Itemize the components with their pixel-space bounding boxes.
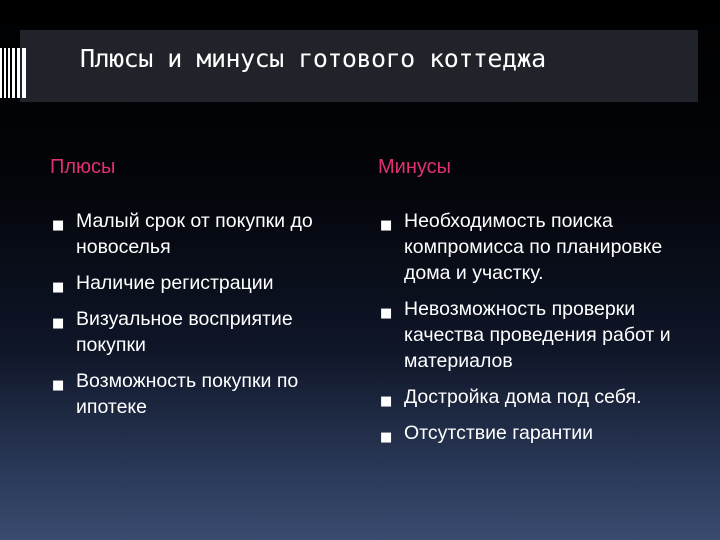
list-item-text: Невозможность проверки качества проведения работ и материалов — [404, 298, 671, 372]
pros-heading: Плюсы — [50, 156, 116, 178]
square-bullet-icon: ■ — [380, 430, 393, 445]
list-item — [50, 208, 350, 260]
pros-column — [50, 156, 350, 430]
list-item — [50, 368, 350, 420]
cons-heading: Минусы — [378, 156, 452, 178]
list-item-text: Возможность покупки по ипотеке — [76, 370, 299, 418]
square-bullet-icon: ■ — [52, 378, 65, 393]
square-bullet-icon: ■ — [52, 280, 65, 295]
slide-title: Плюсы и минусы готового коттеджа — [80, 44, 546, 73]
list-item-text: Малый срок от покупки до новоселья — [76, 210, 313, 258]
list-item-text: Необходимость поиска компромисса по планировке дома и участку. — [404, 210, 663, 284]
square-bullet-icon: ■ — [380, 306, 393, 321]
list-item — [50, 306, 350, 358]
list-item — [378, 296, 698, 374]
list-item-text: Достройка дома под себя. — [404, 386, 642, 408]
cons-list — [378, 208, 698, 446]
decorative-stripes — [0, 48, 26, 98]
list-item — [378, 208, 698, 286]
list-item — [50, 270, 350, 296]
square-bullet-icon: ■ — [380, 218, 393, 233]
square-bullet-icon: ■ — [52, 316, 65, 331]
list-item-text: Визуальное восприятие покупки — [76, 308, 293, 356]
cons-column — [378, 156, 698, 456]
list-item — [378, 420, 698, 446]
list-item — [378, 384, 698, 410]
list-item-text: Наличие регистрации — [76, 272, 274, 294]
square-bullet-icon: ■ — [52, 218, 65, 233]
list-item-text: Отсутствие гарантии — [404, 422, 593, 444]
square-bullet-icon: ■ — [380, 394, 393, 409]
pros-list — [50, 208, 350, 420]
